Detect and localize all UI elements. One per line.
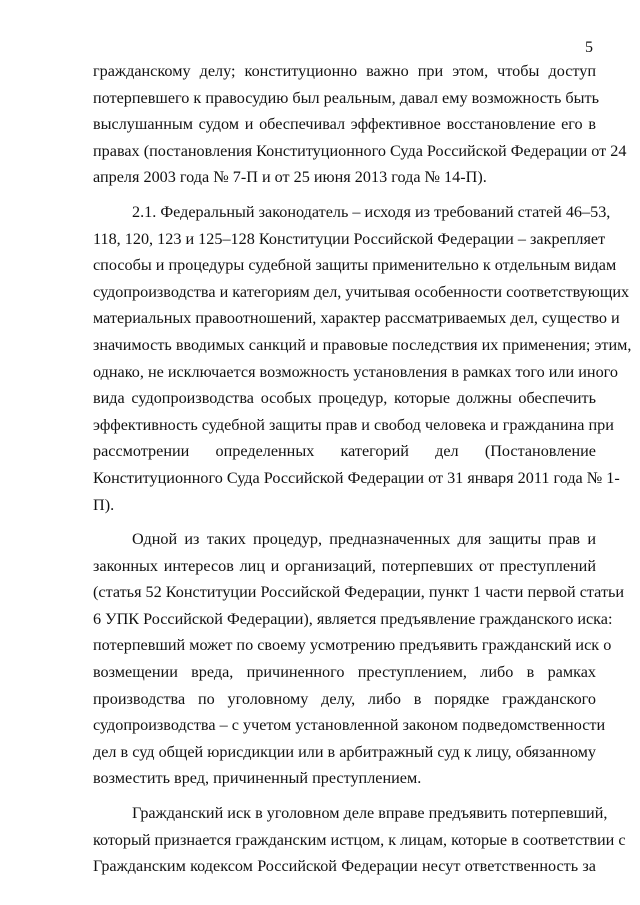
paragraph (93, 526, 625, 792)
text-line: однако, не исключается возможность установления в рамках того или иного (93, 362, 619, 381)
text-line: Конституционного Суда Российской Федерации от 31 января 2011 года № 1- (93, 468, 620, 487)
text-line: правах (постановления Конституционного Суда Российской Федерации от 24 (93, 141, 627, 160)
text-line: Одной из таких процедур, предназначенных для защиты прав и (132, 530, 596, 549)
text-line: законных интересов лиц и организаций, потерпевших от преступлений (93, 556, 596, 575)
text-line: материальных правоотношений, характер рассматриваемых дел, существо и (93, 309, 620, 328)
paragraph-gap (93, 792, 596, 800)
text-line: потерпевший может по своему усмотрению предъявить гражданский иск о (93, 636, 612, 655)
text-line: Гражданским кодексом Российской Федерации несут ответственность за (93, 857, 596, 876)
text-line: возместить вред, причиненный преступлением. (93, 769, 422, 788)
text-line: дел в суд общей юрисдикции или в арбитражный суд к лицу, обязанному (93, 742, 596, 761)
text-line: значимость вводимых санкций и правовые последствия их применения; этим, (93, 335, 632, 354)
text-line: апреля 2003 года № 7-П и от 25 июня 2013 года № 14-П). (93, 168, 487, 187)
text-line: эффективность судебной защиты прав и свобод человека и гражданина при (93, 415, 614, 434)
paragraph (93, 58, 627, 191)
text-line: судопроизводства и категориям дел, учитывая особенности соответствующих (93, 282, 630, 301)
text-line: потерпевшего к правосудию был реальным, давал ему возможность быть (93, 88, 599, 107)
text-line: 6 УПК Российской Федерации), является предъявление гражданского иска: (93, 609, 613, 628)
text-line: 118, 120, 123 и 125–128 Конституции Российской Федерации – закрепляет (93, 229, 606, 248)
text-line: который признается гражданским истцом, к лицам, которые в соответствии с (93, 830, 626, 849)
text-line: выслушанным судом и обеспечивал эффективное восстановление его в (93, 115, 596, 134)
text-line: производства по уголовному делу, либо в порядке гражданского (93, 689, 596, 708)
text-line: судопроизводства – с учетом установленной законом подведомственности (93, 716, 606, 735)
text-line: Гражданский иск в уголовном деле вправе предъявить потерпевший, (132, 804, 608, 823)
text-line: возмещении вреда, причиненного преступлением, либо в рамках (93, 663, 596, 682)
document-body (93, 58, 632, 880)
text-line: П). (93, 495, 115, 514)
text-line: гражданскому делу; конституционно важно при этом, чтобы доступ (93, 62, 596, 80)
paragraph-gap (93, 518, 596, 526)
text-line: способы и процедуры судебной защиты применительно к отдельным видам (93, 256, 617, 275)
text-line: вида судопроизводства особых процедур, которые должны обеспечить (93, 389, 596, 408)
page-number: 5 (585, 39, 593, 56)
text-line: (статья 52 Конституции Российской Федерации, пункт 1 части первой статьи (93, 583, 625, 602)
text-line: рассмотрении определенных категорий дел (Постановление (93, 442, 596, 461)
paragraph (93, 199, 632, 518)
text-line: 2.1. Федеральный законодатель – исходя из требований статей 46–53, (132, 202, 611, 221)
paragraph (93, 800, 626, 880)
paragraph-gap (93, 191, 596, 199)
